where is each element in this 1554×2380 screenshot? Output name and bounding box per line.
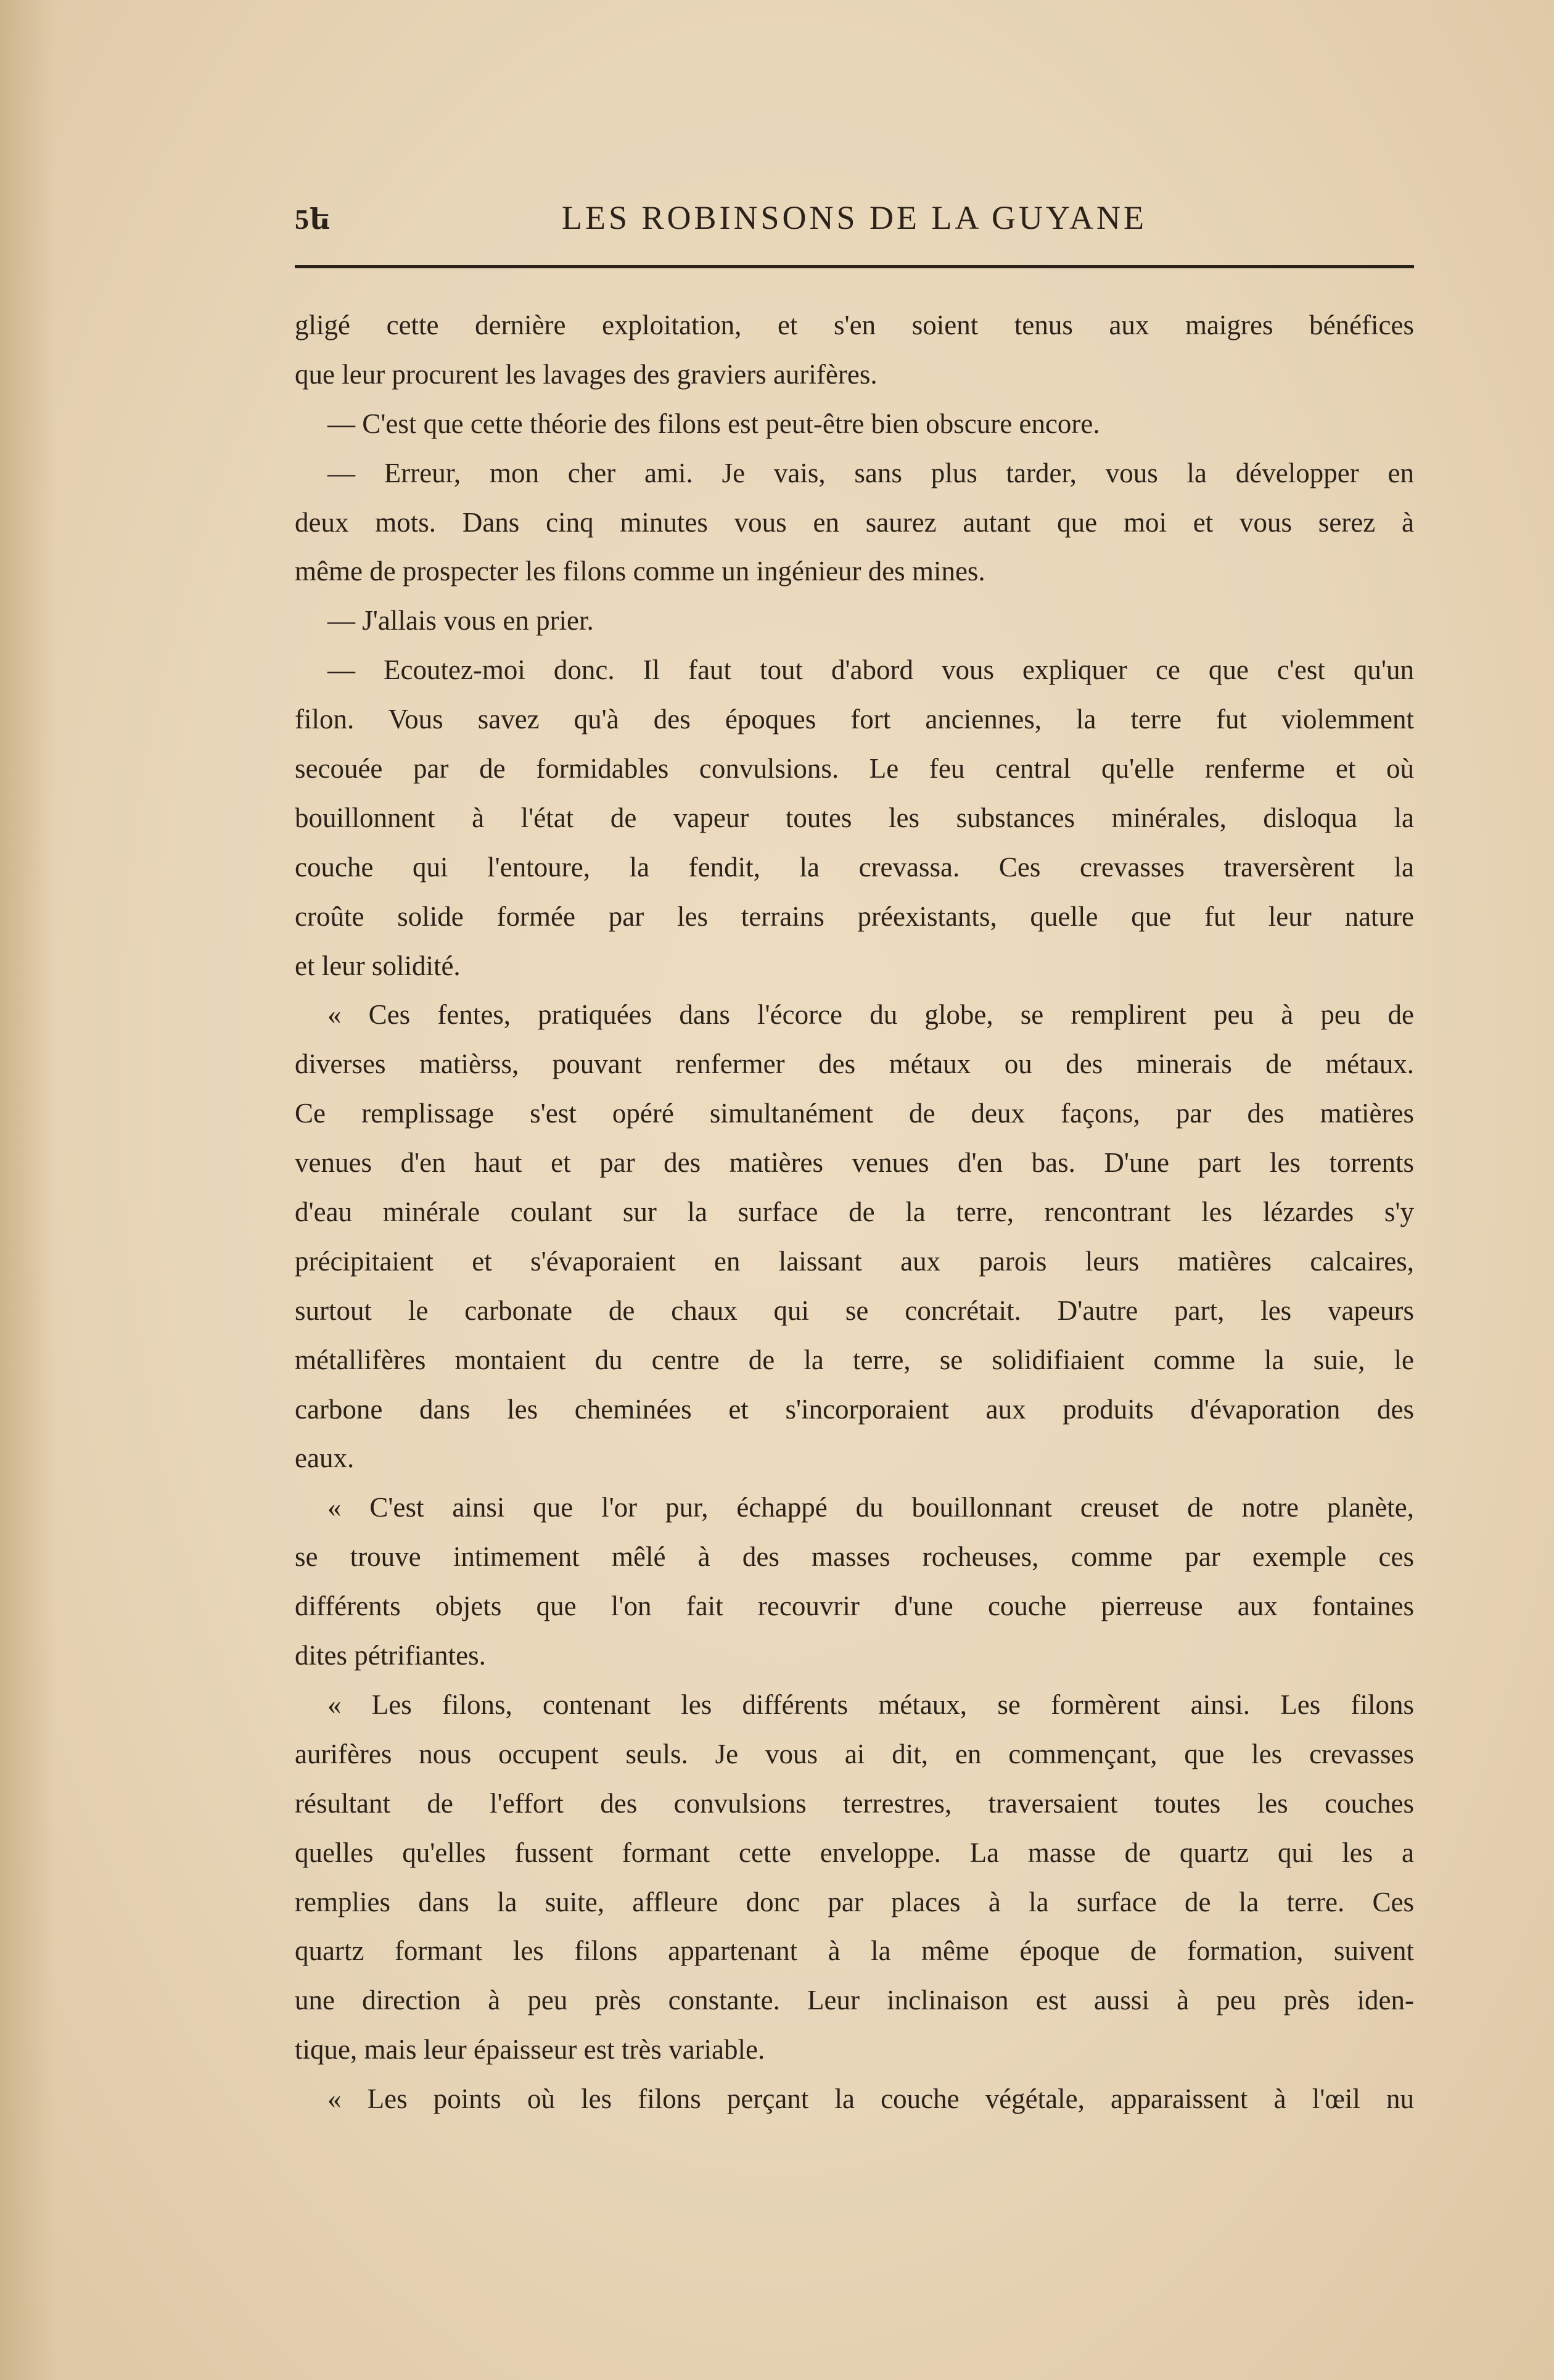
text-line: secouée par de formidables convulsions. Le feu central qu'elle renferme et où bbox=[295, 753, 1414, 784]
text-line: gligé cette dernière exploitation, et s'en soient tenus aux maigres bénéfices bbox=[295, 310, 1414, 340]
text-line: et leur solidité. bbox=[295, 950, 461, 981]
text-line: « Ces fentes, pratiquées dans l'écorce du globe, se remplirent peu à peu de bbox=[327, 999, 1414, 1031]
text-line: « C'est ainsi que l'or pur, échappé du bouillonnant creuset de notre planète, bbox=[327, 1492, 1414, 1523]
text-line: — Erreur, mon cher ami. Je vais, sans plus tarder, vous la développer en bbox=[327, 457, 1414, 488]
running-title: LES ROBINSONS DE LA GUYANE bbox=[561, 199, 1148, 236]
body-text bbox=[295, 301, 1414, 2124]
text-line: se trouve intimement mêlé à des masses rocheuses, comme par exemple ces bbox=[295, 1541, 1414, 1573]
text-line: aurifères nous occupent seuls. Je vous ai dit, en commençant, que les crevasses bbox=[295, 1738, 1414, 1769]
text-line: remplies dans la suite, affleure donc par places à la surface de la terre. Ces bbox=[295, 1886, 1414, 1917]
text-line: même de prospecter les filons comme un ingénieur des mines. bbox=[295, 556, 985, 587]
text-line: métallifères montaient du centre de la terre, se solidifiaient comme la suie, le bbox=[295, 1344, 1414, 1375]
text-line: tique, mais leur épaisseur est très variable. bbox=[295, 2034, 765, 2065]
text-line: résultant de l'effort des convulsions terrestres, traversaient toutes les couches bbox=[295, 1787, 1414, 1819]
text-line: d'eau minérale coulant sur la surface de la terre, rencontrant les lézardes s'y bbox=[295, 1196, 1414, 1228]
text-line: venues d'en haut et par des matières venues d'en bas. D'une part les torrents bbox=[295, 1147, 1414, 1179]
page-number: 5ե bbox=[295, 204, 331, 235]
text-line: « Les filons, contenant les différents métaux, se formèrent ainsi. Les filons bbox=[327, 1689, 1414, 1720]
text-line: Ce remplissage s'est opéré simultanément de deux façons, par des matières bbox=[295, 1098, 1414, 1129]
text-line: une direction à peu près constante. Leur inclinaison est aussi à peu près iden- bbox=[295, 1985, 1414, 2016]
text-line: — C'est que cette théorie des filons est peut-être bien obscure encore. bbox=[327, 408, 1100, 439]
text-line: croûte solide formée par les terrains préexistants, quelle que fut leur nature bbox=[295, 900, 1414, 932]
text-line: carbone dans les cheminées et s'incorporaient aux produits d'évaporation des bbox=[295, 1393, 1414, 1425]
text-line: diverses matièrss, pouvant renfermer des métaux ou des minerais de métaux. bbox=[295, 1048, 1414, 1080]
text-line: que leur procurent les lavages des graviers aurifères. bbox=[295, 358, 878, 390]
text-line: différents objets que l'on fait recouvrir d'une couche pierreuse aux fontaines bbox=[295, 1591, 1414, 1622]
text-line: « Les points où les filons perçant la couche végétale, apparaissent à l'œil nu bbox=[327, 2083, 1414, 2115]
text-line: filon. Vous savez qu'à des époques fort anciennes, la terre fut violemment bbox=[295, 704, 1414, 735]
text-line: — J'allais vous en prier. bbox=[327, 605, 594, 636]
text-line: quelles qu'elles fussent formant cette enveloppe. La masse de quartz qui les a bbox=[295, 1837, 1414, 1868]
page-header bbox=[295, 199, 1414, 248]
text-line: surtout le carbonate de chaux qui se concrétait. D'autre part, les vapeurs bbox=[295, 1295, 1414, 1326]
text-line: deux mots. Dans cinq minutes vous en saurez autant que moi et vous serez à bbox=[295, 506, 1414, 538]
text-line: précipitaient et s'évaporaient en laissant aux parois leurs matières calcaires, bbox=[295, 1245, 1414, 1277]
text-line: couche qui l'entoure, la fendit, la crevassa. Ces crevasses traversèrent la bbox=[295, 851, 1414, 883]
text-line: dites pétrifiantes. bbox=[295, 1640, 486, 1671]
text-line: eaux. bbox=[295, 1443, 355, 1474]
page-gutter-shadow bbox=[0, 0, 56, 2380]
text-line: quartz formant les filons appartenant à la même époque de formation, suivent bbox=[295, 1935, 1414, 1967]
header-rule bbox=[295, 265, 1414, 268]
text-line: bouillonnent à l'état de vapeur toutes les substances minérales, disloqua la bbox=[295, 802, 1414, 833]
text-line: — Ecoutez-moi donc. Il faut tout d'abord vous expliquer ce que c'est qu'un bbox=[327, 654, 1414, 686]
